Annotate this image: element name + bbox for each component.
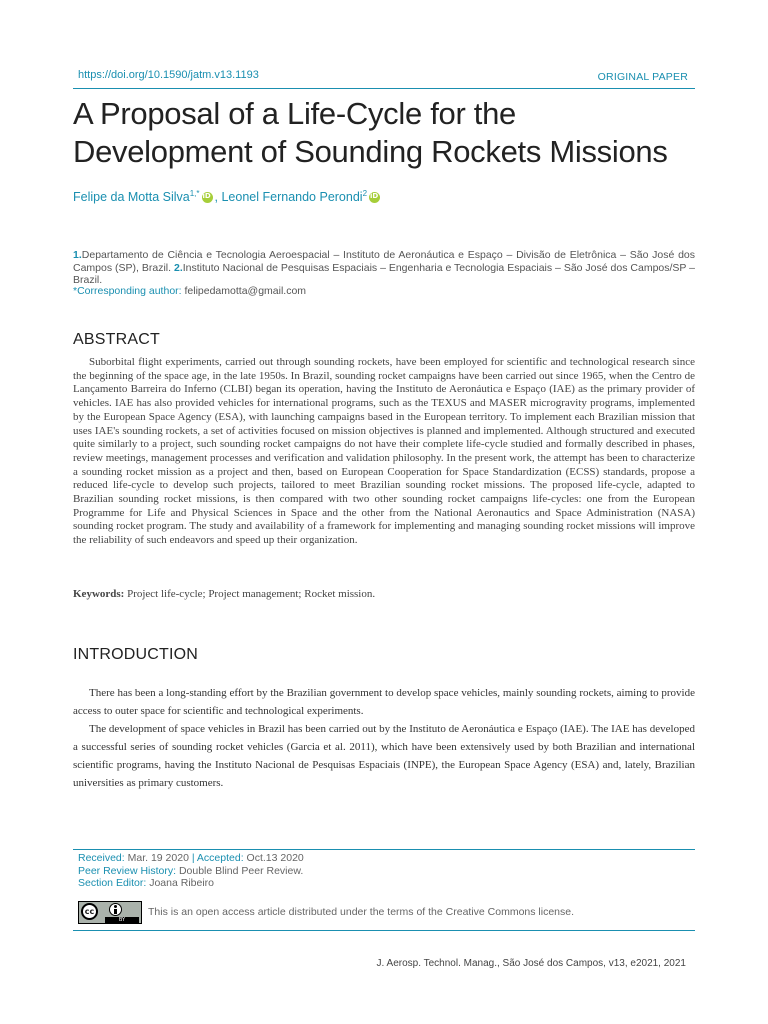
introduction-paragraph: There has been a long-standing effort by the Brazilian government to develop space vehicles, mainly sounding rockets, aiming to provide access to outer space for scientific and technological experiments.: [73, 687, 695, 717]
keywords: [73, 588, 375, 600]
keywords-list: Project life-cycle; Project management; Rocket mission.: [124, 588, 376, 600]
cc-by-label: BY: [105, 917, 139, 923]
author-list: [73, 189, 382, 204]
peer-review-line: [78, 865, 304, 878]
author-separator: ,: [214, 190, 222, 205]
keywords-label: Keywords:: [73, 588, 125, 600]
cc-icon: cc: [81, 903, 98, 920]
received-date: Mar. 19 2020: [124, 852, 192, 864]
affiliation-number: 2.: [173, 261, 183, 274]
accepted-date: Oct.13 2020: [243, 852, 304, 864]
affiliation-text: Instituto Nacional de Pesquisas Espaciais – Engenharia e Tecnologia Espaciais – São José dos Campos/SP – Brazil.: [73, 261, 695, 286]
paper-type-label: ORIGINAL PAPER: [597, 71, 688, 83]
corresponding-author: [73, 285, 306, 297]
affiliation-number: 1.: [73, 249, 82, 261]
author-affiliation-marker: 2: [362, 189, 368, 198]
dates-separator: |: [191, 852, 197, 864]
affiliation-text: Departamento de Ciência e Tecnologia Aeroespacial – Instituto de Aeronáutica e Espaço – Divisão de Eletrônica – São José dos Campos (SP), Brazil.: [73, 249, 695, 274]
abstract-heading: ABSTRACT: [73, 331, 160, 348]
article-title: A Proposal of a Life-Cycle for the Development of Sounding Rockets Missions: [73, 96, 668, 169]
author-name[interactable]: Leonel Fernando Perondi: [221, 190, 363, 205]
section-editor-line: [78, 877, 304, 890]
author-affiliation-marker: 1,*: [189, 189, 200, 198]
accepted-label: Accepted:: [196, 852, 244, 864]
corresponding-author-email[interactable]: felipedamotta@gmail.com: [181, 285, 307, 297]
introduction-paragraph: The development of space vehicles in Brazil has been carried out by the Instituto de Aeronáutica e Espaço (IAE). The IAE has developed a successful series of sounding rocket vehicles (Garcia et al. 2011), which have been extensively used by both Brazilian and international scientific programs, having the Instituto Nacional de Pesquisas Espaciais (INPE), the European Space Agency (ESA) and, lately, Brazilian universities as primary customers.: [73, 723, 695, 789]
section-editor-value: Joana Ribeiro: [146, 877, 215, 889]
abstract-text: Suborbital flight experiments, carried out through sounding rockets, have been employed for scientific and technological research since the beginning of the space age, in the late 1950s. In Brazil, sounding rocket campaigns have been carried out since 1965, when the Centro de Lançamento Barreira do Inferno (CLBI) began its operation, having the Instituto de Aeronáutica e Espaço (IAE) as the primary provider of vehicles. IAE has also provided vehicles for international programs, such as the TEXUS and MASER microgravity programs, implemented by the European Space Agency (ESA), with launching campaigns based in the European territory. To implement each Brazilian mission that uses IAE's sounding rockets, a set of activities focused on mission objectives is planned and implemented. Although structured and executed quite similarly to a project, such sounding rocket campaigns do not have their complete life-cycle studied and formally described in phases, review meetings, management processes and verification and validation philosophy. In the present work, the attempt has been to characterize a sounding rocket mission as a project and then, based on European Cooperation for Space Standardization (ECSS) standards, propose a reduced life-cycle to develop such projects, tailored to meet Brazilian sounding rocket missions. The proposed life-cycle, adapted to Brazilian sounding rocket missions, is then compared with two other sounding rocket campaigns life-cycles: one from the European Programme for Life and Physical Sciences in Space and the other from the National Aeronautics and Space Administration (NASA) sounding rocket program. The study and availability of a framework for implementing and managing sounding rocket missions will improve the reliability of such endeavors and speed up their organization.: [73, 356, 695, 547]
license-text: This is an open access article distributed under the terms of the Creative Commons license.: [148, 906, 575, 918]
introduction-heading: INTRODUCTION: [73, 646, 199, 663]
history-divider: [73, 849, 695, 850]
header-divider: [73, 88, 695, 89]
affiliations: [73, 249, 695, 287]
creative-commons-badge[interactable]: [78, 901, 142, 924]
license-divider: [73, 930, 695, 931]
orcid-icon[interactable]: [202, 192, 213, 203]
author-name[interactable]: Felipe da Motta Silva: [73, 190, 190, 205]
corresponding-author-label: *Corresponding author:: [73, 285, 182, 297]
attribution-person-icon: [109, 903, 122, 916]
dates-line: [78, 852, 304, 865]
journal-citation: J. Aerosp. Technol. Manag., São José dos Campos, v13, e2021, 2021: [376, 958, 686, 969]
peer-review-label: Peer Review History:: [78, 864, 177, 877]
article-history: [78, 852, 304, 890]
peer-review-value: Double Blind Peer Review.: [176, 864, 304, 877]
orcid-icon[interactable]: [369, 192, 380, 203]
doi-link[interactable]: https://doi.org/10.1590/jatm.v13.1193: [78, 69, 259, 81]
section-editor-label: Section Editor:: [78, 877, 147, 889]
received-label: Received:: [78, 852, 125, 864]
